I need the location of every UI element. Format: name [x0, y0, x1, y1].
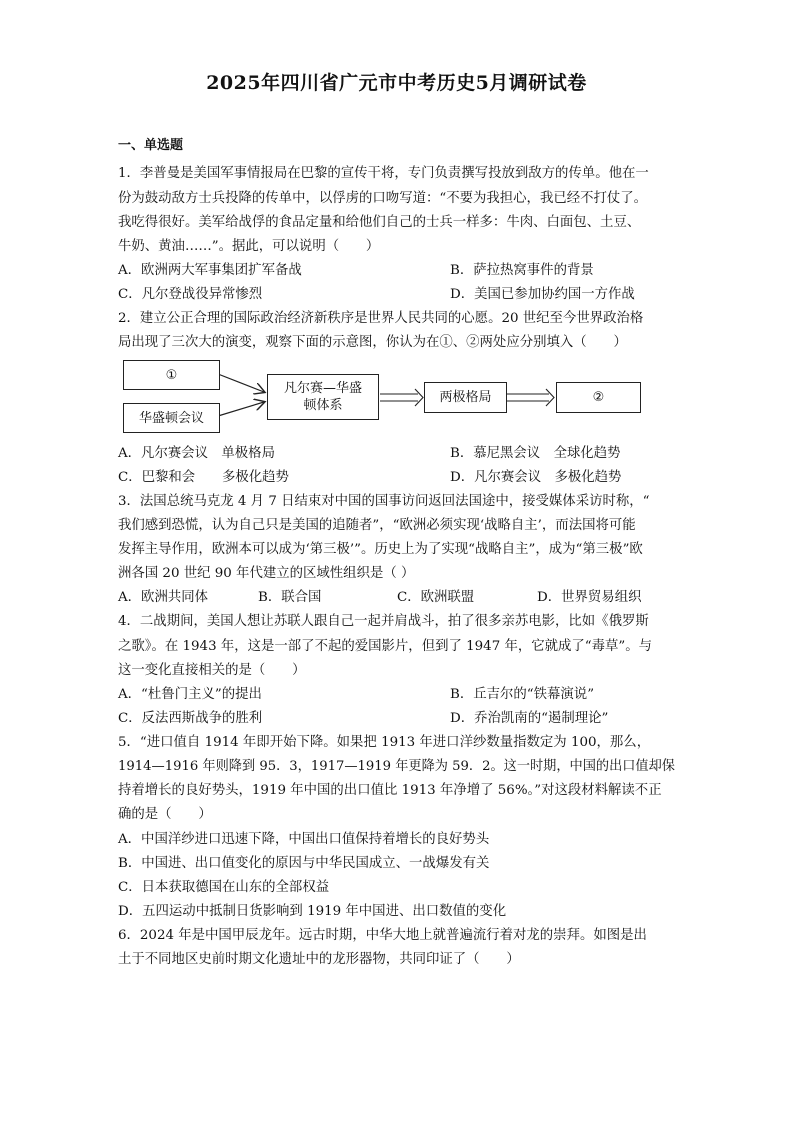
q1-line: 1．李普曼是美国军事情报局在巴黎的宣传干将，专门负责撰写投放到敌方的传单。他在一	[118, 166, 649, 181]
q4-line: 这一变化直接相关的是（ ）	[118, 663, 306, 678]
q1-option-a: A．欧洲两大军事集团扩军备战	[118, 263, 302, 278]
q1-option-c: C．凡尔登战役异常惨烈	[118, 287, 263, 302]
q3-option-d: D．世界贸易组织	[537, 590, 642, 605]
diagram-box-versailles-washington-system	[267, 374, 379, 420]
q6-line: 土于不同地区史前时期文化遗址中的龙形器物，共同印证了（ ）	[118, 952, 520, 967]
q1-line: 牛奶、黄油……”。据此，可以说明（ ）	[118, 239, 380, 254]
q5-option-d: D．五四运动中抵制日货影响到 1919 年中国进、出口数值的变化	[118, 904, 507, 919]
q2-line: 局出现了三次大的演变，观察下面的示意图，你认为在①、②两处应分别填入（ ）	[118, 335, 627, 350]
q2-option-c: C．巴黎和会 多极化趋势	[118, 470, 289, 485]
q3-line: 发挥主导作用，欧洲本可以成为‘第三极’”。历史上为了实现“战略自主”，成为“第三极”欧	[118, 542, 643, 557]
q3-line: 3．法国总统马克龙 4 月 7 日结束对中国的国事访问返回法国途中，接受媒体采访时称，“	[118, 494, 650, 509]
q3-line: 洲各国 20 世纪 90 年代建立的区域性组织是（ ）	[118, 566, 415, 581]
q4-option-a: A．“杜鲁门主义”的提出	[118, 687, 262, 702]
arrow-box1-to-system	[218, 374, 264, 392]
q4-line: 之歌》。在 1943 年，这是一部了不起的爱国影片，但到了 1947 年，它就成了“毒草”。与	[118, 639, 653, 654]
q5-line: 5．“进口值自 1914 年即开始下降。如果把 1913 年进口洋纱数量指数定为 100，那么，	[118, 735, 651, 750]
q4-option-b: B．丘吉尔的“铁幕演说”	[450, 687, 595, 702]
q5-option-a: A．中国洋纱进口迅速下降，中国出口值保持着增长的良好势头	[118, 832, 490, 847]
q3-option-c: C．欧洲联盟	[397, 590, 475, 605]
system-label-line1: 凡尔赛—华盛	[283, 381, 362, 396]
q5-line: 确的是（ ）	[118, 807, 212, 822]
q3-line: 我们感到恐慌，认为自己只是美国的追随者”，“欧洲必须实现‘战略自主’，而法国将可能	[118, 518, 636, 533]
history-flow-diagram	[118, 356, 648, 436]
q4-line: 4．二战期间，美国人想让苏联人跟自己一起并肩战斗，拍了很多亲苏电影，比如《俄罗斯	[118, 614, 649, 629]
q3-option-b: B．联合国	[258, 590, 322, 605]
q1-option-b: B．萨拉热窝事件的背景	[450, 263, 594, 278]
q5-line: 持着增长的良好势头，1919 年中国的出口值比 1913 年净增了 56%。”对这段材料解读不正	[118, 783, 662, 798]
page-title: 2025年四川省广元市中考历史5月调研试卷	[206, 72, 587, 94]
section-heading: 一、单选题	[118, 138, 184, 153]
q3-option-a: A．欧洲共同体	[118, 590, 209, 605]
q5-option-b: B．中国进、出口值变化的原因与中华民国成立、一战爆发有关	[118, 856, 490, 871]
q5-option-c: C．日本获取德国在山东的全部权益	[118, 880, 330, 895]
q1-line: 份为鼓动敌方士兵投降的传单中，以俘虏的口吻写道：“不要为我担心，我已经不打仗了。	[118, 191, 648, 206]
diagram-box-washington-conference: 华盛顿会议	[123, 403, 220, 433]
diagram-box-1: ①	[123, 360, 220, 390]
q4-option-d: D．乔治凯南的“遏制理论”	[450, 711, 609, 726]
q1-option-d: D．美国已参加协约国一方作战	[450, 287, 635, 302]
system-label-line2: 顿体系	[303, 398, 343, 413]
q2-option-a: A．凡尔赛会议 单极格局	[118, 446, 275, 461]
q6-line: 6．2024 年是中国甲辰龙年。远古时期，中华大地上就普遍流行着对龙的崇拜。如图是出	[118, 928, 647, 943]
q2-line: 2．建立公正合理的国际政治经济新秩序是世界人民共同的心愿。20 世纪至今世界政治格	[118, 311, 644, 326]
q1-line: 我吃得很好。美军给战俘的食品定量和给他们自己的士兵一样多：牛肉、白面包、土豆、	[118, 215, 641, 230]
q2-option-b: B．慕尼黑会议 全球化趋势	[450, 446, 621, 461]
q2-option-d: D．凡尔赛会议 多极化趋势	[450, 470, 622, 485]
arrow-box2-to-system	[218, 402, 264, 416]
diagram-box-2: ②	[556, 382, 641, 413]
q4-option-c: C．反法西斯战争的胜利	[118, 711, 263, 726]
q5-line: 1914—1916 年则降到 95．3，1917—1919 年更降为 59．2。这一时期，中国的出口值却保	[118, 759, 675, 774]
double-arrow-system-to-bipolar	[380, 389, 423, 406]
diagram-box-bipolar: 两极格局	[424, 382, 507, 413]
double-arrow-bipolar-to-box5	[507, 389, 554, 406]
